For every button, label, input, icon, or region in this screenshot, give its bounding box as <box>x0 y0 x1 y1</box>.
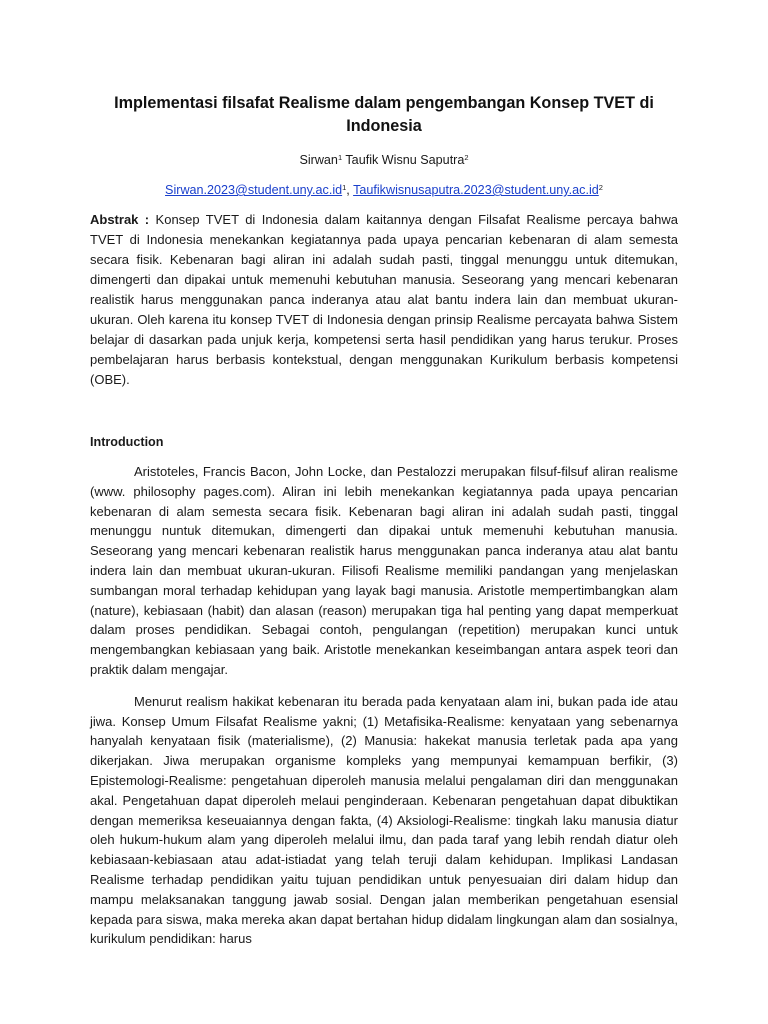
author-affiliation-mark-second: 2 <box>464 153 469 162</box>
author-name-second: Taufik Wisnu Saputra <box>345 153 465 167</box>
author-line <box>90 152 678 168</box>
section-heading-introduction: Introduction <box>90 435 164 449</box>
email-line <box>90 182 678 198</box>
author-name-first: Sirwan <box>299 153 338 167</box>
introduction-paragraph-1: Aristoteles, Francis Bacon, John Locke, dan Pestalozzi merupakan filsuf-filsuf aliran realisme (www. philosophy pages.com). Aliran ini lebih menekankan kegiatannya pada upaya pencarian kebenaran di alam semesta secara fisik. Kebenaran bagi aliran ini adalah sudah pasti, tinggal menunggu nuntuk ditemukan, dimengerti dan dipakai untuk memenuhi kebutuhan manusia. Seseorang yang mencari kebenaran realistik harus menggunakan panca inderanya atau alat bantu indera lain dan membuat ukuran-ukuran. Filisofi Realisme memiliki pandangan yang menjelaskan sumbangan moral terhadap kehidupan yang layak bagi manusia. Aristotle mempertimbangkan alam (nature), kebiasaan (habit) dan alasan (reason) merupakan tiga hal penting yang dapat memperkuat dalam proses pendidikan. Sebagai contoh, pengulangan (repetition) merupakan kunci untuk mengembangkan kebiasaan yang baik. Aristotle menekankan keseimbangan antara aspek teori dan praktik dalam mengajar. <box>90 464 678 677</box>
author-affiliation-mark-first: 1 <box>337 153 343 162</box>
email-affiliation-mark-second: 2 <box>598 183 603 192</box>
abstract-text: Konsep TVET di Indonesia dalam kaitannya dengan Filsafat Realisme percaya bahwa TVET di Indonesia menekankan kegiatannya pada upaya pencarian kebenaran di alam semesta secara fisik. Kebenaran bagi aliran ini adalah sudah pasti, tinggal menunggu untuk ditemukan, dimengerti dan dipakai untuk memenuhi kebutuhan manusia. Seseorang yang mencari kebenaran realistik harus menggunakan panca inderanya atau alat bantu indera lain dan membuat ukuran-ukuran. Oleh karena itu konsep TVET di Indonesia dengan prinsip Realisme percayata bahwa Sistem belajar di dasarkan pada unjuk kerja, kompetensi serta hasil pendidikan yang harus terukur. Proses pembelajaran harus berbasis kontekstual, dengan menggunakan Kurikulum berbasis kompetensi (OBE). <box>90 212 678 387</box>
email-link-first[interactable]: Sirwan.2023@student.uny.ac.id <box>165 183 343 197</box>
paper-title: Implementasi filsafat Realisme dalam pengembangan Konsep TVET di Indonesia <box>114 94 654 135</box>
introduction-paragraph-2: Menurut realism hakikat kebenaran itu berada pada kenyataan alam ini, bukan pada ide atau jiwa. Konsep Umum Filsafat Realisme yakni; (1) Metafisika-Realisme: kenyataan yang sebenarnya hanyalah kenyataan fisik (materialisme), (2) Manusia: hakekat manusia terletak pada apa yang dikerjakan. Jiwa merupakan organisme kompleks yang mempunyai kemampuan berfikir, (3) Epistemologi-Realisme: pengetahuan diperoleh manusia melalui pengalaman diri dan menggunakan akal. Pengetahuan dapat diperoleh melaui penginderaan. Kebenaran pengetahuan dapat dibuktikan dengan memeriksa keseuaiannya dengan fakta, (4) Aksiologi-Realisme: tingkah laku manusia diatur oleh hukum-hukum alam yang diperoleh melalui ilmu, dan pada taraf yang lebih rendah diatur oleh kebiasaan-kebiasaan atau adat-istiadat yang telah teruji dalam kehidupan. Implikasi Landasan Realisme terhadap pendidikan yaitu tujuan pendidikan untuk penyesuaian diri dalam hidup dan mampu melaksanakan tanggung jawab sosial. Dengan jalan memberikan pengetahuan esensial kepada para siswa, maka mereka akan dapat bertahan hidup didalam lingkungan alam dan sosialnya, kurikulum pendidikan: harus <box>90 693 678 947</box>
email-separator: , <box>346 183 350 197</box>
email-link-second[interactable]: Taufikwisnusaputra.2023@student.uny.ac.id <box>353 183 599 197</box>
abstract-block <box>90 210 678 390</box>
email-affiliation-mark-first: 1 <box>342 183 347 192</box>
abstract-label: Abstrak : <box>90 212 150 227</box>
